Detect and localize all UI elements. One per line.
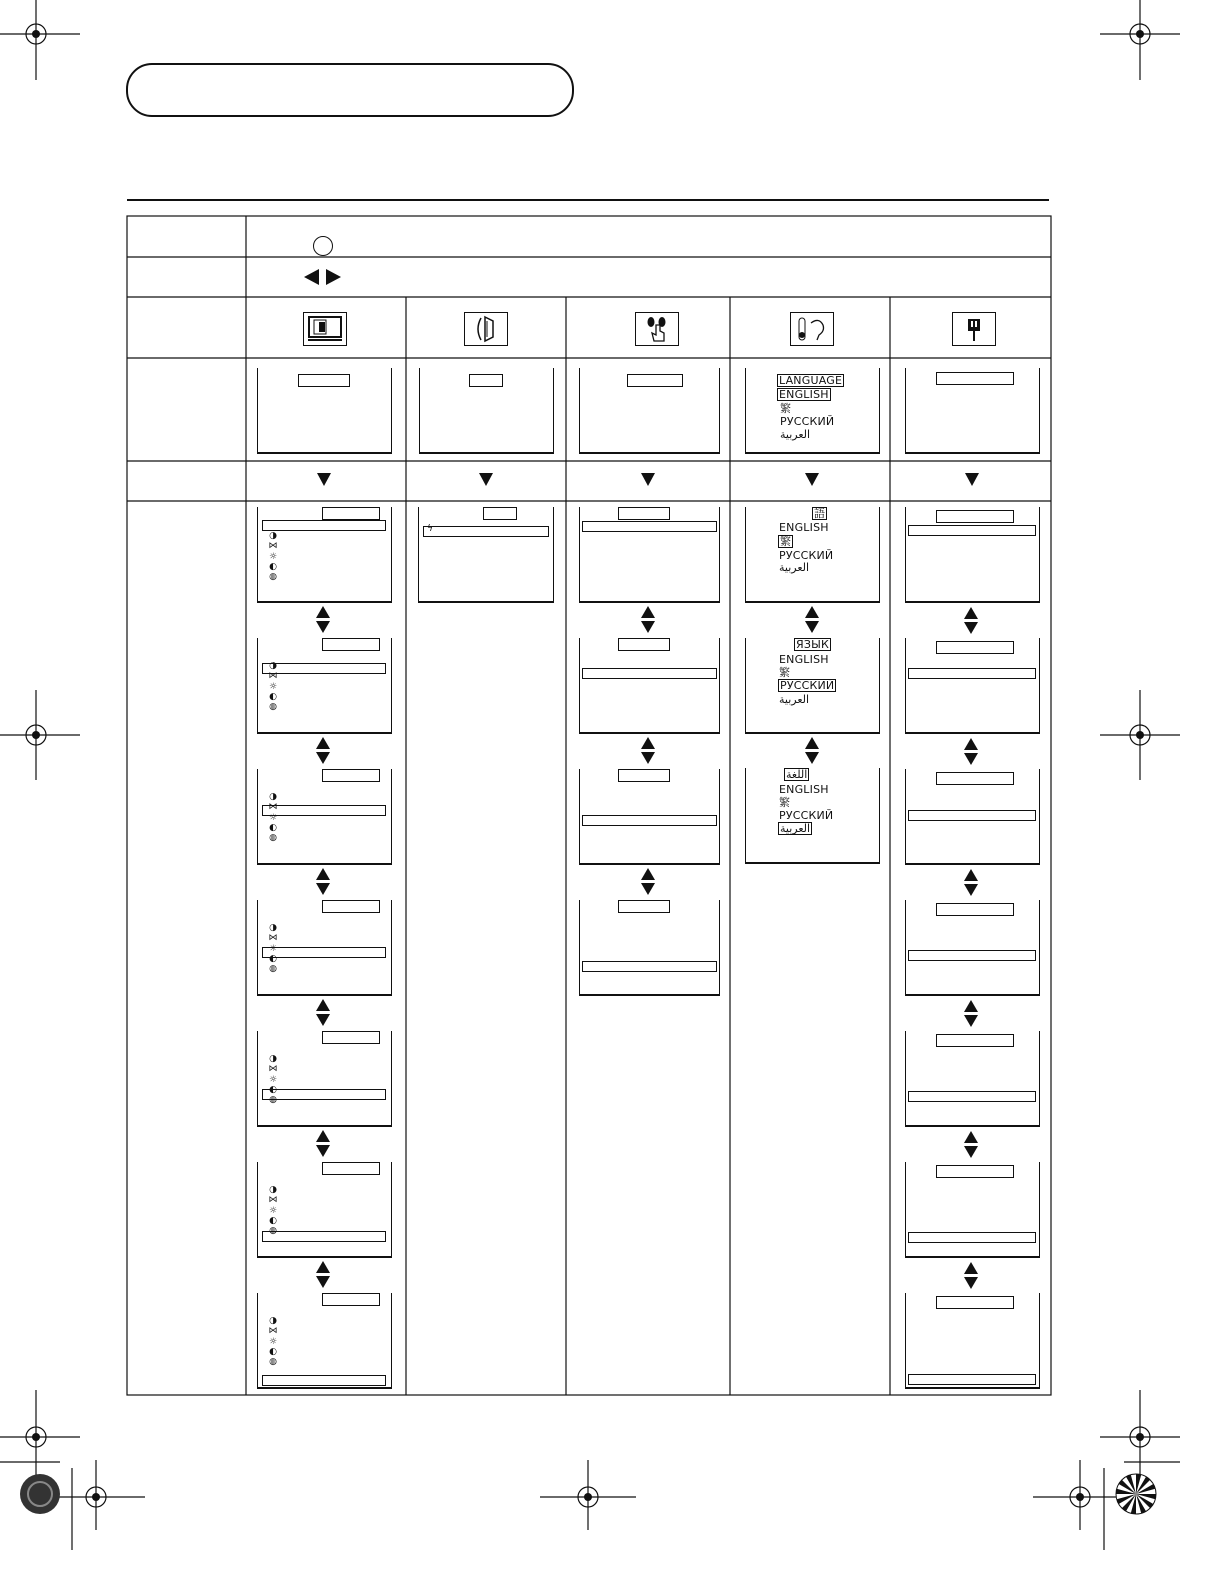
selected-item-bar[interactable] [582,668,717,679]
down-arrow-icon [316,752,330,764]
split-circle-icon: ◍ [269,833,277,844]
manual-submenu-screen [579,769,720,865]
manual-submenu-screen [579,900,720,996]
contrast-icon: ◑ [269,661,277,671]
left-right-arrows-icon [304,268,342,286]
split-circle-icon: ◍ [269,964,277,975]
down-arrow-icon [316,883,330,895]
language-option-arabic[interactable]: العربية [779,693,810,706]
language-submenu-arabic [745,768,880,864]
up-arrow-icon [641,606,655,618]
contrast-icon: ◑ [269,531,277,541]
down-arrow-icon [805,473,819,486]
geometry-menu-screen [419,368,554,454]
language-option-arabic[interactable]: العربية [780,822,811,835]
selected-item-bar[interactable] [908,1232,1036,1243]
selected-item-bar[interactable] [423,526,549,537]
up-arrow-icon [316,1130,330,1142]
manual-submenu-screen [579,638,720,734]
sun-icon: ☼ [268,943,278,954]
split-circle-icon: ◍ [269,572,277,583]
menu-title-slot [322,507,380,520]
power-submenu-screen [905,1031,1040,1127]
down-arrow-icon [316,1014,330,1026]
picture-submenu-icon-list [266,1054,280,1105]
language-option-chinese[interactable]: 繁 [780,402,792,415]
picture-submenu-icon-list [266,1316,280,1367]
picture-submenu-screen [257,769,392,865]
up-down-arrows-icon [315,868,331,898]
menu-title-slot [618,638,670,651]
picture-submenu-icon-list [266,792,280,843]
power-submenu-screen [905,1162,1040,1258]
language-heading: اللغة [786,768,808,781]
language-option-chinese[interactable]: 繁 [780,535,792,548]
selected-item-bar[interactable] [262,1231,386,1242]
menu-title-slot [322,769,380,782]
up-arrow-icon [316,999,330,1011]
up-arrow-icon [964,1262,978,1274]
brightness-icon: ⋈ [268,1064,278,1075]
split-circle-icon: ◍ [269,1357,277,1368]
language-heading: LANGUAGE [779,374,843,387]
menu-button-icon [313,236,333,256]
up-arrow-icon [964,1131,978,1143]
up-down-arrows-icon [963,607,979,637]
language-submenu-russian [745,638,880,734]
down-arrow-icon [641,752,655,764]
contrast-icon: ◑ [269,1316,277,1326]
down-arrow-icon [316,1145,330,1157]
up-down-arrows-icon [963,1000,979,1030]
half-circle-icon: ◐ [269,953,277,964]
split-circle-icon: ◍ [269,702,277,713]
menu-title-slot [936,641,1014,654]
menu-title-slot [322,1293,380,1306]
selected-item-bar[interactable] [908,525,1036,536]
selected-item-bar[interactable] [262,947,386,958]
sun-icon: ☼ [268,1336,278,1347]
power-submenu-screen [905,900,1040,996]
down-arrow-icon [641,883,655,895]
down-arrow-icon [965,473,979,486]
power-submenu-screen [905,638,1040,734]
down-arrow-icon [964,753,978,765]
selected-item-bar[interactable] [908,668,1036,679]
contrast-icon: ◑ [269,1185,277,1195]
language-option-english[interactable]: ENGLISH [779,783,829,796]
selected-item-bar[interactable] [582,961,717,972]
picture-submenu-icon-list [266,1185,280,1236]
selected-item-bar[interactable] [262,520,386,531]
picture-submenu-icon-list [266,661,280,712]
selected-item-bar[interactable] [262,663,386,674]
language-heading: 語 [814,507,826,520]
down-arrow-icon [641,473,655,486]
down-arrow-icon [317,473,331,486]
geometry-item-icon: ϟ [427,524,433,534]
picture-submenu-icon-list [266,923,280,974]
sun-icon: ☼ [268,812,278,823]
up-arrow-icon [316,737,330,749]
menu-title-slot [936,772,1014,785]
down-arrow-icon [964,1015,978,1027]
picture-submenu-screen [257,900,392,996]
power-submenu-screen [905,1293,1040,1389]
half-circle-icon: ◐ [269,561,277,572]
menu-title-slot [322,638,380,651]
selected-item-bar[interactable] [262,1375,386,1386]
language-option-english[interactable]: ENGLISH [779,521,829,534]
menu-title-slot [322,1162,380,1175]
sun-icon: ☼ [268,551,278,562]
brightness-icon: ⋈ [268,1195,278,1206]
language-head-icon [790,312,834,346]
down-arrow-icon [964,884,978,896]
power-submenu-screen [905,507,1040,603]
up-arrow-icon [964,738,978,750]
up-down-arrows-icon [315,606,331,636]
up-down-arrows-icon [963,869,979,899]
half-circle-icon: ◐ [269,822,277,833]
down-arrow-icon [641,621,655,633]
selected-item-bar[interactable] [908,1091,1036,1102]
language-option-russian[interactable]: РУССКИЙ [779,809,834,822]
split-circle-icon: ◍ [269,1226,277,1237]
contrast-icon: ◑ [269,1054,277,1064]
menu-title-slot [322,1031,380,1044]
language-option-russian[interactable]: РУССКИЙ [780,679,835,692]
picture-submenu-screen [257,507,392,603]
up-arrow-icon [964,607,978,619]
language-option-chinese[interactable]: 繁 [779,796,791,809]
up-down-arrows-icon [963,738,979,768]
language-option-arabic[interactable]: العربية [779,561,810,574]
half-circle-icon: ◐ [269,1346,277,1357]
up-down-arrows-icon [963,1131,979,1161]
language-option-russian[interactable]: РУССКИЙ [780,415,835,428]
half-circle-icon: ◐ [269,1084,277,1095]
menu-title-slot [936,903,1014,916]
up-arrow-icon [641,737,655,749]
brightness-icon: ⋈ [268,541,278,552]
up-down-arrows-icon [315,999,331,1029]
language-option-english[interactable]: ENGLISH [779,388,829,401]
power-menu-screen [905,368,1040,454]
manual-submenu-screen [579,507,720,603]
language-option-arabic[interactable]: العربية [780,428,811,441]
menu-title-slot [936,510,1014,523]
menu-title-slot [936,1165,1014,1178]
brightness-icon: ⋈ [268,933,278,944]
menu-title-slot [936,1034,1014,1047]
menu-title-slot [618,507,670,520]
menu-title-slot [298,374,350,387]
split-circle-icon: ◍ [269,1095,277,1106]
picture-submenu-screen [257,1162,392,1258]
language-submenu-chinese [745,507,880,603]
up-arrow-icon [964,1000,978,1012]
language-option-russian[interactable]: РУССКИЙ [779,549,834,562]
picture-submenu-screen [257,638,392,734]
picture-submenu-screen [257,1293,392,1389]
language-heading: ЯЗЫК [796,638,830,651]
menu-title-slot [322,900,380,913]
down-arrow-icon [964,622,978,634]
language-menu-screen [745,368,880,454]
down-arrow-icon [964,1146,978,1158]
sun-icon: ☼ [268,681,278,692]
up-down-arrows-icon [315,1261,331,1291]
half-circle-icon: ◐ [269,1215,277,1226]
up-down-arrows-icon [804,737,820,767]
up-arrow-icon [641,868,655,880]
sun-icon: ☼ [268,1205,278,1216]
geometry-submenu-screen [418,507,554,603]
menu-title-slot [483,507,517,520]
up-down-arrows-icon [640,606,656,636]
down-arrow-icon [316,1276,330,1288]
up-down-arrows-icon [315,737,331,767]
up-down-arrows-icon [640,737,656,767]
brightness-icon: ⋈ [268,802,278,813]
contrast-icon: ◑ [269,792,277,802]
menu-title-slot [618,900,670,913]
selected-item-bar[interactable] [908,1374,1036,1385]
sun-icon: ☼ [268,1074,278,1085]
up-arrow-icon [316,1261,330,1273]
picture-monitor-icon [303,312,347,346]
plug-icon [952,312,996,346]
language-option-chinese[interactable]: 繁 [779,666,791,679]
selected-item-bar[interactable] [908,950,1036,961]
selected-item-bar[interactable] [262,1089,386,1100]
up-arrow-icon [316,868,330,880]
selected-item-bar[interactable] [908,810,1036,821]
down-arrow-icon [479,473,493,486]
language-option-english[interactable]: ENGLISH [779,653,829,666]
menu-title-slot [936,1296,1014,1309]
menu-title-slot [627,374,683,387]
up-down-arrows-icon [315,1130,331,1160]
menu-title-slot [469,374,503,387]
menu-title-slot [618,769,670,782]
power-submenu-screen [905,769,1040,865]
brightness-icon: ⋈ [268,1326,278,1337]
hand-touch-icon [635,312,679,346]
down-arrow-icon [964,1277,978,1289]
half-circle-icon: ◐ [269,691,277,702]
menu-title-slot [936,372,1014,385]
picture-submenu-icon-list [266,531,280,582]
contrast-icon: ◑ [269,923,277,933]
brightness-icon: ⋈ [268,671,278,682]
up-arrow-icon [316,606,330,618]
manual-menu-screen [579,368,720,454]
selected-item-bar[interactable] [582,521,717,532]
selected-item-bar[interactable] [582,815,717,826]
geometry-icon [464,312,508,346]
up-down-arrows-icon [804,606,820,636]
up-arrow-icon [964,869,978,881]
picture-submenu-screen [257,1031,392,1127]
selected-item-bar[interactable] [262,805,386,816]
down-arrow-icon [316,621,330,633]
up-down-arrows-icon [963,1262,979,1292]
picture-menu-screen [257,368,392,454]
up-down-arrows-icon [640,868,656,898]
